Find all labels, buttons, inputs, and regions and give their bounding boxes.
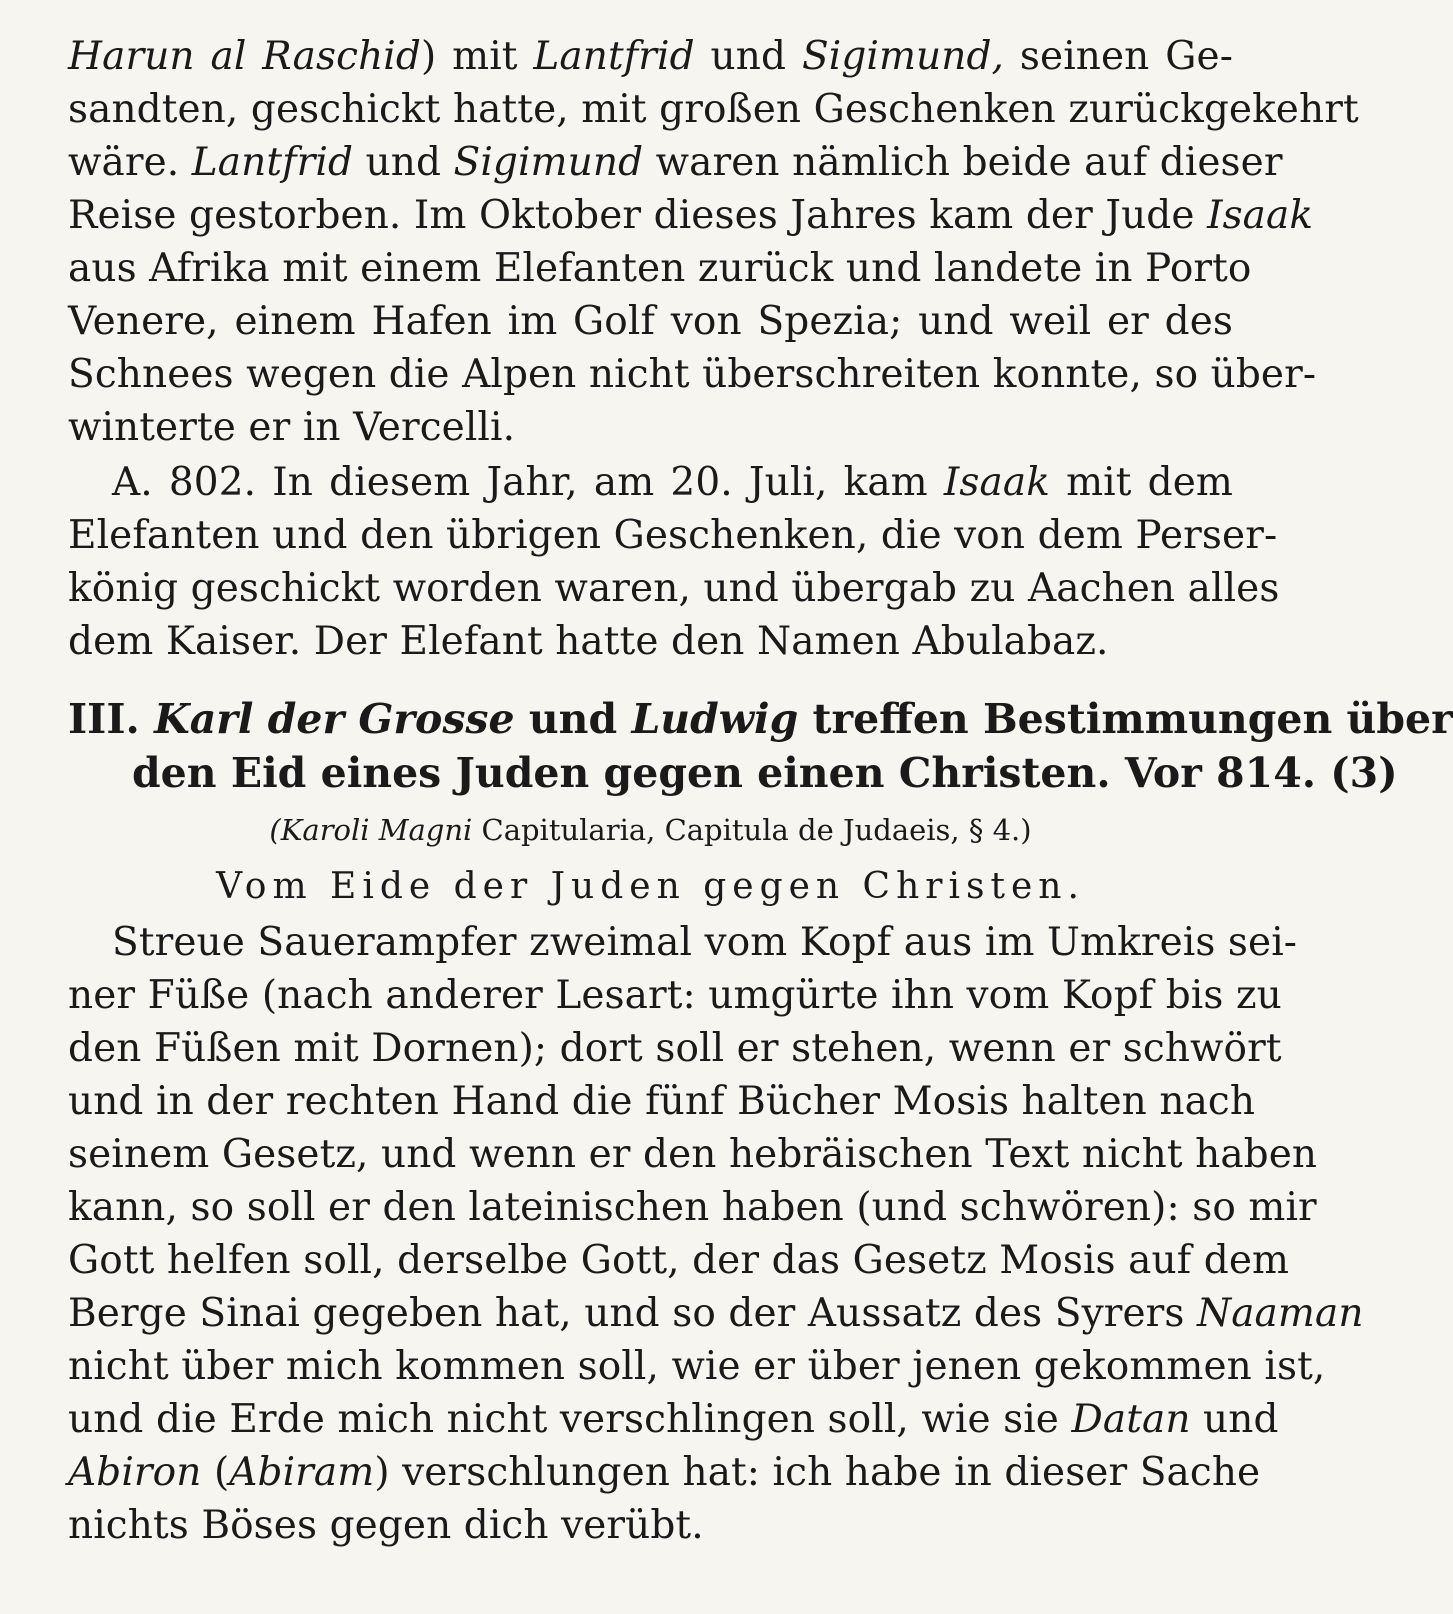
text-line: nicht über mich kommen soll, wie er über jenen gekommen ist, — [68, 1344, 1326, 1389]
heading-line-2: den Eid eines Juden gegen einen Christen. Vor 814. (3) — [132, 749, 1398, 797]
text-line: Elefanten und den übrigen Geschenken, die von dem Perser- — [68, 513, 1278, 558]
text-line: A. 802. In diesem Jahr, am 20. Juli, kam Isaak mit dem — [112, 460, 1233, 505]
paragraph-1 — [68, 30, 1359, 454]
source-citation: (Karoli Magni Capitularia, Capitula de Judaeis, § 4.) — [269, 813, 1032, 847]
text-line: und die Erde mich nicht verschlingen soll, wie sie Datan und — [68, 1397, 1279, 1442]
text-line: winterte er in Vercelli. — [68, 405, 516, 450]
text-line: könig geschickt worden waren, und übergab zu Aachen alles — [68, 566, 1280, 611]
text-line: dem Kaiser. Der Elefant hatte den Namen Abulabaz. — [68, 619, 1109, 664]
heading-line-1: III. Karl der Grosse und Ludwig treffen Bestimmungen über — [68, 695, 1453, 743]
text-line: Abiron (Abiram) verschlungen hat: ich habe in dieser Sache — [68, 1450, 1261, 1495]
text-line: aus Afrika mit einem Elefanten zurück und landete in Porto — [68, 246, 1252, 291]
text-line: Reise gestorben. Im Oktober dieses Jahres kam der Jude Isaak — [68, 193, 1314, 238]
text-line: kann, so soll er den lateinischen haben (und schwören): so mir — [68, 1185, 1317, 1230]
paragraph-2 — [68, 456, 1280, 668]
document-page — [68, 30, 1453, 1552]
text-line: Schnees wegen die Alpen nicht überschreiten konnte, so über- — [68, 352, 1317, 397]
paragraph-3 — [68, 916, 1364, 1552]
text-line: Streue Sauerampfer zweimal vom Kopf aus im Umkreis sei- — [112, 920, 1298, 965]
text-line: Gott helfen soll, derselbe Gott, der das Gesetz Mosis auf dem — [68, 1238, 1290, 1283]
text-line: sandten, geschickt hatte, mit großen Geschenken zurückgekehrt — [68, 87, 1359, 132]
subtitle: Vom Eide der Juden gegen Christen. — [216, 866, 1085, 907]
text-line: seinem Gesetz, und wenn er den hebräischen Text nicht haben — [68, 1132, 1318, 1177]
text-line: Harun al Raschid) mit Lantfrid und Sigimund, seinen Ge- — [68, 34, 1233, 79]
text-line: ner Füße (nach anderer Lesart: umgürte ihn vom Kopf bis zu — [68, 973, 1282, 1018]
text-line: Berge Sinai gegeben hat, und so der Aussatz des Syrers Naaman — [68, 1291, 1364, 1336]
text-line: den Füßen mit Dornen); dort soll er stehen, wenn er schwört — [68, 1026, 1282, 1071]
text-line: und in der rechten Hand die fünf Bücher Mosis halten nach — [68, 1079, 1256, 1124]
section-heading — [68, 692, 1453, 800]
text-line: Venere, einem Hafen im Golf von Spezia; und weil er des — [68, 299, 1233, 344]
text-line: wäre. Lantfrid und Sigimund waren nämlich beide auf dieser — [68, 140, 1283, 185]
text-line: nichts Böses gegen dich verübt. — [68, 1503, 704, 1548]
